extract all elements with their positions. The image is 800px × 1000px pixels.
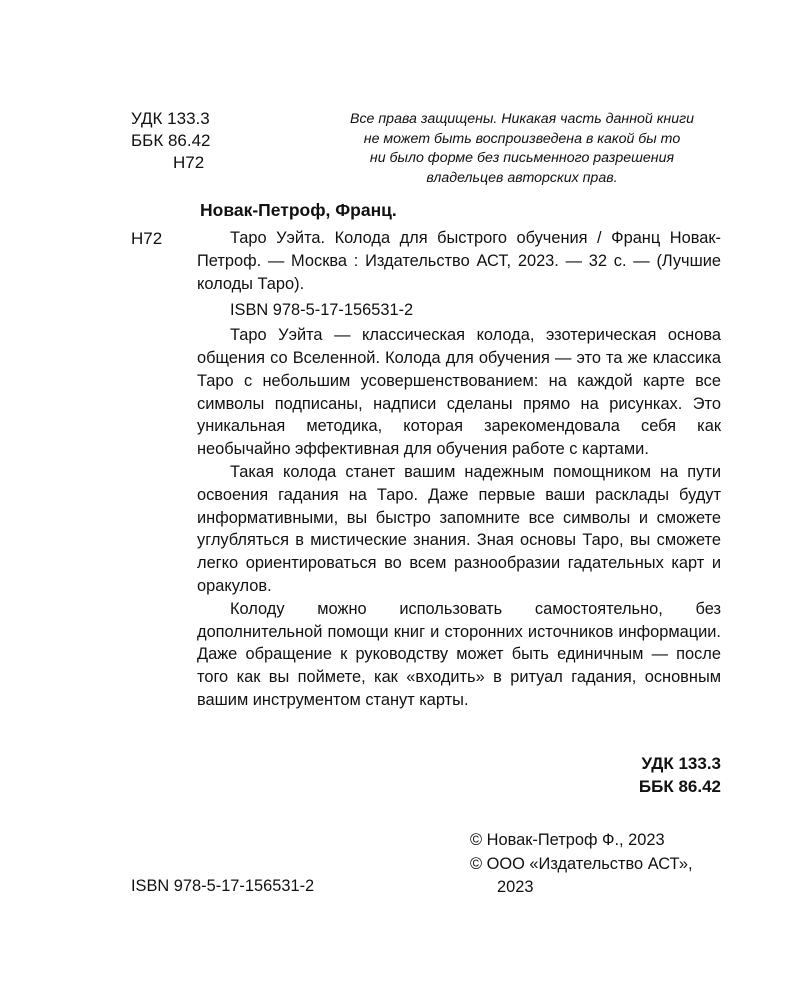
annotation-paragraph: Колоду можно использовать самостоятельно, без дополнительной помощи книг и сторонних источников информации. Даже обращение к руководству может быть единичным — после того как вы поймете, как «входить» в ритуал гадания, основным вашим инструментом станут карты. [197,599,721,709]
rights-line: владельцев авторских прав. [426,169,618,186]
rights-line: Все права защищены. Никакая часть данной книги [349,111,695,127]
bibliographic-record [197,227,721,712]
isbn-record: ISBN 978-5-17-156531-2 [230,301,414,320]
udk-code-bold: УДК 133.3 [641,754,721,773]
rights-line: не может быть воспроизведена в какой бы то [363,130,681,147]
author-mark-side: Н72 [131,229,163,248]
copyright-block [470,829,693,900]
bibliographic-description: Таро Уэйта. Колода для быстрого обучения / Франц Новак-Петроф. — Москва : Издательство АСТ, 2023. — 32 с. — (Лучшие колоды Таро). [197,229,721,293]
bbk-code-bold: ББК 86.42 [638,777,721,796]
annotation-paragraph: Такая колода станет вашим надежным помощником на пути освоения гадания на Таро. Даже первые ваши расклады будут информативными, вы быстро запомните все символы и сможете углубляться в мистические знания. Зная основы Таро, вы сможете легко ориентироваться во всем разнообразии гадательных карт и оракулов. [197,462,721,595]
rights-notice [318,110,726,188]
rights-line: ни было форме без письменного разрешения [369,150,675,166]
author-mark: Н72 [173,153,205,172]
copyright-publisher-year: 2023 [497,878,534,896]
copyright-author: © Новак-Петроф Ф., 2023 [470,831,665,849]
annotation-paragraph: Таро Уэйта — классическая колода, эзотерическая основа общения со Вселенной. Колода для обучения — это та же классика Таро с небольшим усовершенствованием: на каждой карте все символы подписаны, надписи сделаны прямо на рисунках. Это уникальная методика, которая зарекомендовала себя как необычайно эффективная для обучения работе с картами. [197,326,721,459]
classification-codes-bold [639,752,721,798]
bbk-code: ББК 86.42 [131,131,211,150]
author-heading: Новак-Петроф, Франц. [200,200,397,220]
isbn-footer: ISBN 978-5-17-156531-2 [131,877,315,895]
copyright-publisher: © ООО «Издательство АСТ», [470,854,693,873]
classification-codes [131,108,210,174]
udk-code: УДК 133.3 [131,109,210,128]
